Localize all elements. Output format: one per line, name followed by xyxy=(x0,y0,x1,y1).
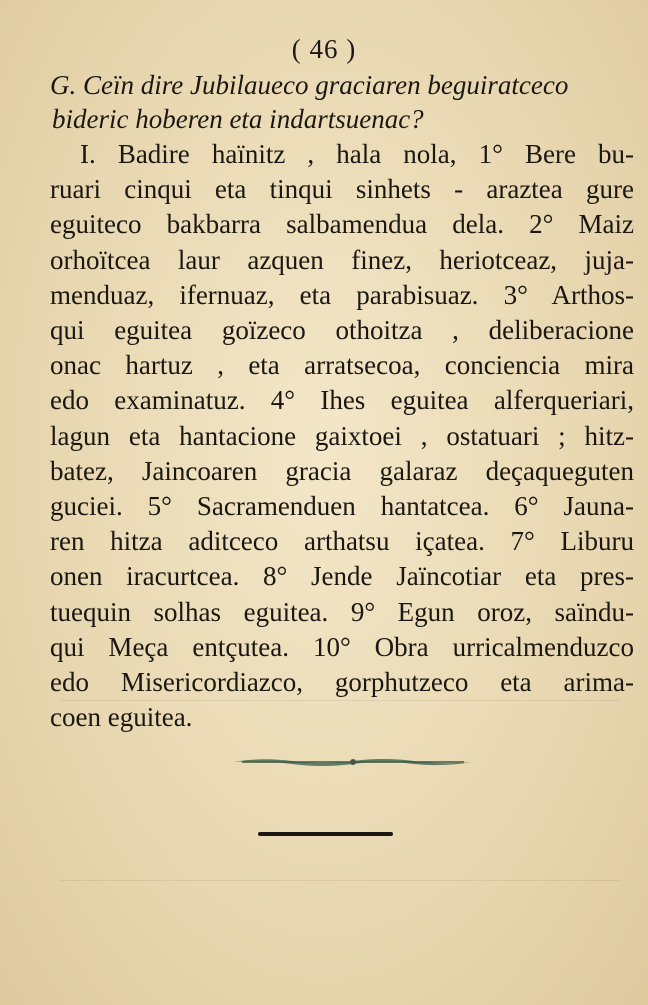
answer-line: ren hitza aditceco arthatsu içatea. 7° Liburu xyxy=(50,526,634,557)
answer-line: guciei. 5° Sacramenduen hantatcea. 6° Jauna- xyxy=(50,491,634,522)
answer-line: edo examinatuz. 4° Ihes eguitea alferqueriari, xyxy=(50,385,634,416)
page-number: ( 46 ) xyxy=(291,34,357,64)
decorative-ornament-icon xyxy=(232,756,474,768)
question-line: bideric hoberen eta indartsuenac? xyxy=(52,104,424,134)
answer-line: coen eguitea. xyxy=(50,702,193,733)
answer-line: onen iracurtcea. 8° Jende Jaïncotiar eta pres- xyxy=(50,561,634,592)
answer-line: lagun eta hantacione gaixtoei , ostatuari ; hitz- xyxy=(50,420,634,451)
answer-line: tuequin solhas eguitea. 9° Egun oroz, saïndu- xyxy=(50,596,634,627)
answer-line: qui eguitea goïzeco othoitza , deliberacione xyxy=(50,315,634,346)
answer-line: eguiteco bakbarra salbamendua dela. 2° Maiz xyxy=(50,209,634,240)
horizontal-rule xyxy=(258,832,393,836)
answer-block xyxy=(50,137,634,735)
answer-line: onac hartuz , eta arratsecoa, conciencia mira xyxy=(50,350,634,381)
answer-line: orhoïtcea laur azquen finez, heriotceaz, juja- xyxy=(50,244,634,275)
answer-line: ruari cinqui eta tinqui sinhets - araztea gure xyxy=(50,174,634,205)
answer-line: edo Misericordiazco, gorphutzeco eta arima- xyxy=(50,667,634,698)
answer-line: menduaz, ifernuaz, eta parabisuaz. 3° Arthos- xyxy=(50,279,634,310)
question-block xyxy=(50,68,630,136)
show-through-line xyxy=(60,880,620,881)
answer-line: I. Badire haïnitz , hala nola, 1° Bere bu- xyxy=(80,139,634,169)
answer-line: batez, Jaincoaren gracia galaraz deçaqueguten xyxy=(50,455,634,486)
answer-line: qui Meça entçutea. 10° Obra urricalmenduzco xyxy=(50,631,634,662)
question-line: G. Ceïn dire Jubilaueco graciaren beguiratceco xyxy=(50,70,569,100)
